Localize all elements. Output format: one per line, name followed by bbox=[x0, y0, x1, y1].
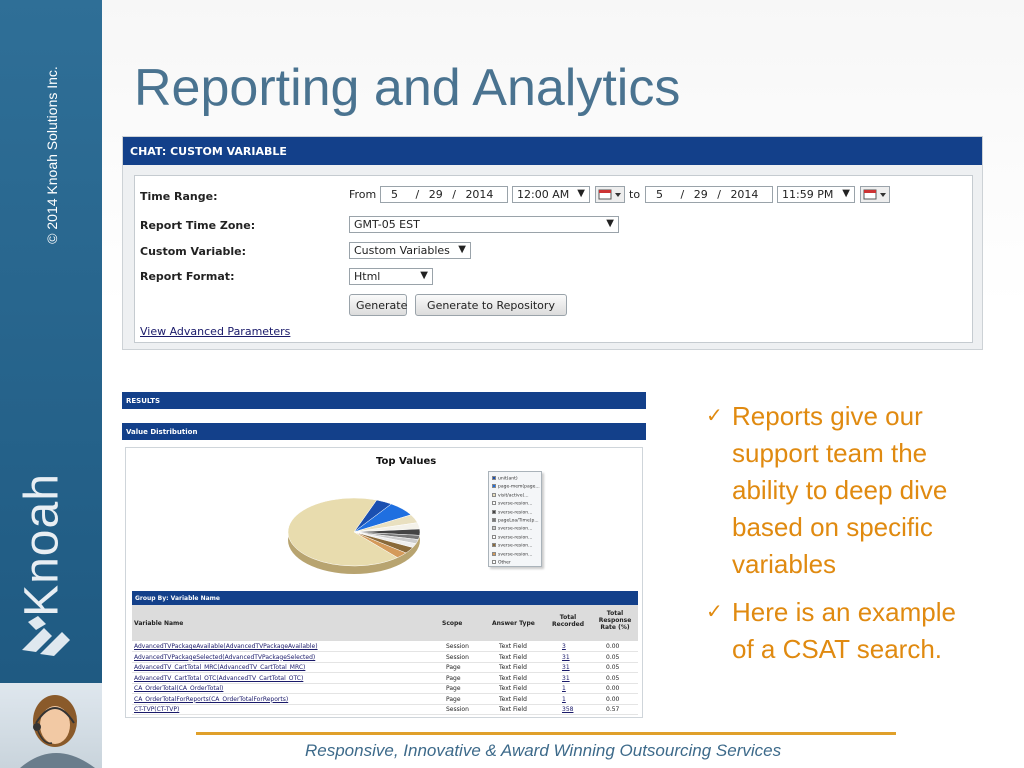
to-year: 2014 bbox=[730, 188, 759, 201]
legend-label: sverse-resion... bbox=[498, 510, 533, 516]
legend-swatch bbox=[492, 535, 496, 539]
cell-answer-type: Text Field bbox=[499, 653, 527, 661]
col-scope: Scope bbox=[442, 620, 463, 627]
bullet-1: ✓ Reports give our support team the ability to deep dive based on specific variables bbox=[706, 398, 976, 583]
to-time-select[interactable] bbox=[777, 186, 855, 203]
triangle-down-icon: ▼ bbox=[577, 188, 585, 199]
bullet-2: ✓ Here is an example of a CSAT search. bbox=[706, 594, 976, 668]
legend-label: sverse-resion... bbox=[498, 535, 533, 541]
view-advanced-parameters-link[interactable]: View Advanced Parameters bbox=[140, 325, 291, 338]
custom-variable-label: Custom Variable: bbox=[140, 245, 247, 258]
cell-total-recorded[interactable]: 31 bbox=[562, 674, 570, 682]
from-date-field[interactable] bbox=[380, 186, 508, 203]
cell-answer-type: Text Field bbox=[499, 674, 527, 682]
legend-label: sverse-resion... bbox=[498, 552, 533, 558]
cell-response-rate: 0.00 bbox=[606, 643, 620, 650]
cell-answer-type: Text Field bbox=[499, 706, 527, 713]
legend-swatch bbox=[492, 526, 496, 530]
cell-answer-type: Text Field bbox=[499, 685, 527, 692]
footer-divider bbox=[196, 732, 896, 735]
checkmark-icon: ✓ bbox=[706, 601, 723, 623]
checkmark-icon: ✓ bbox=[706, 405, 723, 427]
brand-sidebar: © 2014 Knoah Solutions Inc. Knoah bbox=[0, 0, 102, 683]
from-day: 29 bbox=[428, 188, 443, 201]
cell-response-rate: 0.57 bbox=[606, 706, 620, 713]
cell-variable-name[interactable]: AdvancedTV_CartTotal_MRC(AdvancedTV_CartTotal_MRC) bbox=[134, 664, 306, 671]
slide-title: Reporting and Analytics bbox=[134, 59, 681, 117]
col-total-response-rate: Total Response Rate (%) bbox=[598, 610, 632, 631]
to-date-field[interactable] bbox=[645, 186, 773, 203]
cell-scope: Page bbox=[446, 664, 461, 671]
legend-item bbox=[492, 493, 529, 499]
from-year: 2014 bbox=[465, 188, 494, 201]
cell-variable-name[interactable]: CT-TVP(CT-TVP) bbox=[134, 706, 180, 713]
triangle-down-icon: ▼ bbox=[458, 244, 466, 255]
brand-logo-mark-icon bbox=[18, 610, 82, 666]
cell-scope: Page bbox=[446, 685, 461, 692]
table-row bbox=[132, 705, 638, 715]
to-time-value: 11:59 PM bbox=[782, 188, 834, 201]
legend-label: sverse-resion... bbox=[498, 543, 533, 549]
results-panel bbox=[122, 392, 646, 718]
legend-swatch bbox=[492, 510, 496, 514]
chart-frame bbox=[125, 447, 643, 718]
chart-title: Top Values bbox=[376, 456, 437, 467]
legend-item bbox=[492, 518, 539, 524]
cell-total-recorded[interactable]: 1 bbox=[562, 695, 566, 703]
legend-item bbox=[492, 510, 532, 516]
col-answer-type: Answer Type bbox=[492, 620, 535, 627]
legend-swatch bbox=[492, 518, 496, 522]
time-zone-label: Report Time Zone: bbox=[140, 219, 256, 232]
cell-total-recorded[interactable]: 31 bbox=[562, 664, 570, 671]
cell-answer-type: Text Field bbox=[499, 643, 527, 650]
date-separator: / bbox=[452, 188, 456, 201]
col-total-recorded: Total Recorded bbox=[552, 614, 584, 628]
cell-response-rate: 0.00 bbox=[606, 685, 620, 692]
support-agent-photo bbox=[0, 683, 102, 768]
date-separator: / bbox=[717, 188, 721, 201]
from-time-select[interactable] bbox=[512, 186, 590, 203]
cell-scope: Session bbox=[446, 653, 469, 661]
triangle-down-icon: ▼ bbox=[606, 218, 614, 229]
time-zone-select[interactable] bbox=[349, 216, 619, 233]
cell-variable-name[interactable]: AdvancedTVPackageAvailable(AdvancedTVPackageAvailable) bbox=[134, 643, 318, 650]
report-format-value: Html bbox=[354, 270, 381, 283]
generate-button[interactable]: Generate bbox=[349, 294, 407, 316]
footer-tagline: Responsive, Innovative & Award Winning Outsourcing Services bbox=[305, 741, 782, 760]
cell-variable-name[interactable]: CA_OrderTotalForReports(CA_OrderTotalForReports) bbox=[134, 695, 289, 703]
to-month: 5 bbox=[656, 188, 663, 201]
legend-swatch bbox=[492, 552, 496, 556]
cell-response-rate: 0.00 bbox=[606, 695, 620, 703]
cell-answer-type: Text Field bbox=[499, 695, 527, 703]
table-row bbox=[132, 663, 638, 673]
legend-swatch bbox=[492, 560, 496, 564]
legend-label: page-mem(page... bbox=[498, 484, 540, 490]
cell-scope: Session bbox=[446, 643, 469, 650]
time-range-label: Time Range: bbox=[140, 190, 218, 203]
cell-total-recorded[interactable]: 1 bbox=[562, 685, 566, 692]
time-zone-value: GMT-05 EST bbox=[354, 218, 420, 231]
legend-swatch bbox=[492, 501, 496, 505]
from-label: From bbox=[349, 188, 377, 201]
custom-variable-value: Custom Variables bbox=[354, 244, 450, 257]
form-header: CHAT: CUSTOM VARIABLE bbox=[123, 137, 982, 165]
cell-variable-name[interactable]: AdvancedTV_CartTotal_OTC(AdvancedTV_CartTotal_OTC) bbox=[134, 674, 304, 682]
pie-chart bbox=[286, 490, 436, 580]
cell-total-recorded[interactable]: 358 bbox=[562, 706, 574, 713]
custom-variable-select[interactable] bbox=[349, 242, 471, 259]
legend-label: pageLoa/Time(p... bbox=[498, 518, 539, 524]
cell-variable-name[interactable]: AdvancedTVPackageSelected(AdvancedTVPackageSelected) bbox=[134, 653, 316, 661]
triangle-down-icon: ▼ bbox=[420, 270, 428, 281]
cell-response-rate: 0.05 bbox=[606, 664, 620, 671]
legend-item bbox=[492, 476, 518, 482]
table-row bbox=[132, 674, 638, 684]
from-month: 5 bbox=[391, 188, 398, 201]
legend-label: Other bbox=[498, 560, 511, 566]
legend-label: sverse-resion... bbox=[498, 501, 533, 507]
group-by-header: Group By: Variable Name bbox=[132, 591, 638, 605]
report-format-label: Report Format: bbox=[140, 270, 235, 283]
cell-scope: Page bbox=[446, 695, 461, 703]
chart-legend bbox=[488, 471, 542, 567]
to-label: to bbox=[629, 188, 641, 201]
legend-swatch bbox=[492, 493, 496, 497]
legend-item bbox=[492, 484, 540, 490]
report-form-panel bbox=[122, 136, 983, 350]
cell-response-rate: 0.05 bbox=[606, 674, 620, 682]
table-header bbox=[132, 605, 638, 641]
legend-label: unit(ant) bbox=[498, 476, 518, 482]
legend-swatch bbox=[492, 543, 496, 547]
legend-item bbox=[492, 543, 532, 549]
table-row bbox=[132, 695, 638, 705]
to-day: 29 bbox=[693, 188, 708, 201]
legend-item bbox=[492, 535, 532, 541]
table-row bbox=[132, 653, 638, 663]
col-variable-name: Variable Name bbox=[134, 620, 184, 627]
from-time-value: 12:00 AM bbox=[517, 188, 570, 201]
agent-illustration-icon bbox=[0, 683, 102, 768]
report-format-select[interactable] bbox=[349, 268, 433, 285]
legend-item bbox=[492, 501, 532, 507]
cell-total-recorded[interactable]: 3 bbox=[562, 643, 566, 650]
cell-variable-name[interactable]: CA_OrderTotal(CA_OrderTotal) bbox=[134, 685, 224, 692]
legend-item bbox=[492, 560, 511, 566]
cell-total-recorded[interactable]: 31 bbox=[562, 653, 570, 661]
calendar-icon bbox=[861, 187, 889, 202]
legend-item bbox=[492, 552, 532, 558]
cell-answer-type: Text Field bbox=[499, 664, 527, 671]
legend-item bbox=[492, 526, 532, 532]
form-body bbox=[134, 175, 973, 343]
triangle-down-icon: ▼ bbox=[842, 188, 850, 199]
table-row bbox=[132, 684, 638, 694]
generate-to-repository-button[interactable]: Generate to Repository bbox=[415, 294, 567, 316]
calendar-icon bbox=[596, 187, 624, 202]
from-calendar-button[interactable] bbox=[595, 186, 625, 203]
legend-swatch bbox=[492, 484, 496, 488]
legend-label: visit/active(... bbox=[498, 493, 529, 499]
date-separator: / bbox=[415, 188, 420, 201]
legend-label: sverse-resion... bbox=[498, 526, 533, 532]
to-calendar-button[interactable] bbox=[860, 186, 890, 203]
legend-swatch bbox=[492, 476, 496, 480]
cell-scope: Page bbox=[446, 674, 461, 682]
cell-response-rate: 0.05 bbox=[606, 653, 620, 661]
value-distribution-header: Value Distribution bbox=[122, 423, 646, 440]
results-header: RESULTS bbox=[122, 392, 646, 409]
cell-scope: Session bbox=[446, 706, 469, 713]
table-row bbox=[132, 642, 638, 652]
date-separator: / bbox=[680, 188, 685, 201]
